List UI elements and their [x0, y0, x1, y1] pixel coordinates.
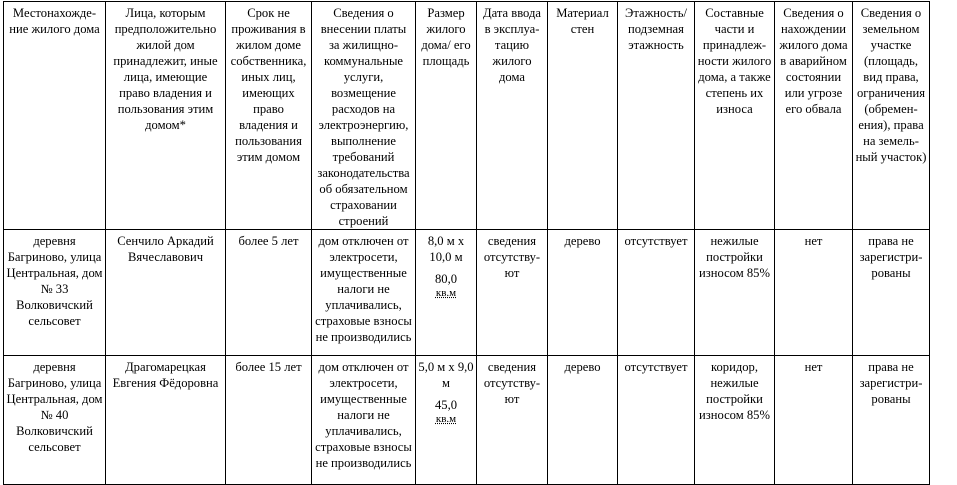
- column-header-components: Составные части и принадлеж-ности жилого дома, а также степень их износа: [695, 2, 775, 230]
- table-row: [4, 230, 930, 356]
- cell-land-plot: права не зарегистри-рованы: [853, 230, 930, 356]
- cell-size: [416, 356, 477, 485]
- cell-floors: отсутствует: [618, 230, 695, 356]
- cell-payments: дом отключен от электросети, имущественные налоги не уплачивались, страховые взносы не производились: [312, 230, 416, 356]
- cell-commissioning-date: сведения отсутству-ют: [477, 356, 548, 485]
- size-area: 80,0: [434, 272, 458, 286]
- column-header-land-plot: Сведения о земельном участке (площадь, вид права, ограничения (обремен-ения), права на земель-ный участок): [853, 2, 930, 230]
- cell-absence-term: более 15 лет: [226, 356, 312, 485]
- column-header-payments: Сведения о внесении платы за жилищно-коммунальные услуги, возмещение расходов на электроэнергию, выполнение требований законодательства об обязательном страховании строений: [312, 2, 416, 230]
- column-header-absence-term: Срок не проживания в жилом доме собственника, иных лиц, имеющих право владения и пользования этим домом: [226, 2, 312, 230]
- cell-owner: Сенчило Аркадий Вячеславович: [106, 230, 226, 356]
- column-header-floors: Этажность/ подземная этажность: [618, 2, 695, 230]
- cell-emergency-state: нет: [775, 356, 853, 485]
- cell-components: нежилые постройки износом 85%: [695, 230, 775, 356]
- size-dimensions: 5,0 м х 9,0 м: [418, 360, 474, 390]
- cell-wall-material: дерево: [548, 356, 618, 485]
- size-area: 45,0: [434, 398, 458, 412]
- cell-location: деревня Багриново, улица Центральная, дом № 40 Волковичский сельсовет: [4, 356, 106, 485]
- cell-location: деревня Багриново, улица Центральная, дом № 33 Волковичский сельсовет: [4, 230, 106, 356]
- column-header-commissioning-date: Дата ввода в эксплуа-тацию жилого дома: [477, 2, 548, 230]
- cell-absence-term: более 5 лет: [226, 230, 312, 356]
- size-dimensions: 8,0 м х 10,0 м: [427, 234, 465, 264]
- size-unit: кв.м: [435, 413, 457, 425]
- cell-payments: дом отключен от электросети, имущественные налоги не уплачивались, страховые взносы не производились: [312, 356, 416, 485]
- cell-emergency-state: нет: [775, 230, 853, 356]
- cell-commissioning-date: сведения отсутству-ют: [477, 230, 548, 356]
- table-row: [4, 356, 930, 485]
- cell-wall-material: дерево: [548, 230, 618, 356]
- cell-size: [416, 230, 477, 356]
- cell-components: коридор, нежилые постройки износом 85%: [695, 356, 775, 485]
- cell-land-plot: права не зарегистри-рованы: [853, 356, 930, 485]
- column-header-wall-material: Материал стен: [548, 2, 618, 230]
- cell-owner: Драгомарецкая Евгения Фёдоровна: [106, 356, 226, 485]
- column-header-size: Размер жилого дома/ его площадь: [416, 2, 477, 230]
- header-row: [4, 2, 930, 230]
- column-header-owners: Лица, которым предположительно жилой дом принадлежит, иные лица, имеющие право владения и пользования этим домом*: [106, 2, 226, 230]
- cell-floors: отсутствует: [618, 356, 695, 485]
- column-header-location: Местонахожде-ние жилого дома: [4, 2, 106, 230]
- abandoned-houses-table: [3, 1, 930, 485]
- size-unit: кв.м: [435, 287, 457, 299]
- column-header-emergency-state: Сведения о нахождении жилого дома в аварийном состоянии или угрозе его обвала: [775, 2, 853, 230]
